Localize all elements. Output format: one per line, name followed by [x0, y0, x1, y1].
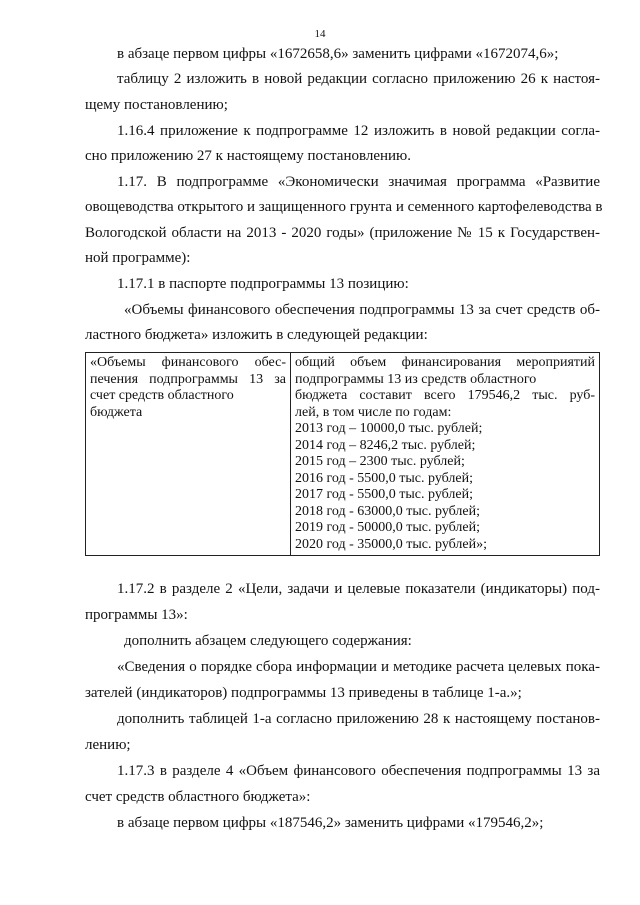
text-line: «Объемы финансового обеспечения подпрограммы 13 за счет средств об-	[124, 302, 600, 318]
table-cell-value	[291, 353, 600, 556]
cell-line: 2018 год - 63000,0 тыс. рублей;	[295, 503, 481, 519]
text-line: лению;	[85, 737, 131, 753]
text-line: программы 13»:	[85, 607, 188, 623]
text-line: Вологодской области на 2013 - 2020 годы» (приложение № 15 к Государствен-	[85, 225, 600, 241]
text-line: 1.17.2 в разделе 2 «Цели, задачи и целевые показатели (индикаторы) под-	[117, 581, 600, 597]
cell-line: 2017 год - 5500,0 тыс. рублей;	[295, 487, 474, 502]
text-line: счет средств областного бюджета»:	[85, 789, 311, 805]
cell-line: печения подпрограммы 13 за	[90, 371, 286, 387]
cell-line: лей, в том числе по годам:	[295, 404, 452, 420]
cell-line: счет средств областного	[90, 388, 234, 403]
text-line: таблицу 2 изложить в новой редакции согласно приложению 26 к настоя-	[117, 71, 600, 87]
cell-line: бюджета составит всего 179546,2 тыс. руб-	[295, 388, 595, 403]
text-line: в абзаце первом цифры «187546,2» заменить цифрами «179546,2»;	[117, 815, 544, 831]
cell-line: 2016 год - 5500,0 тыс. рублей;	[295, 470, 474, 486]
text-line: «Сведения о порядке сбора информации и методике расчета целевых пока-	[117, 659, 600, 675]
cell-line: 2014 год – 8246,2 тыс. рублей;	[295, 437, 476, 453]
text-line: зателей (индикаторов) подпрограммы 13 приведены в таблице 1-а.»;	[85, 685, 522, 701]
text-line: 1.17.3 в разделе 4 «Объем финансового обеспечения подпрограммы 13 за	[117, 763, 600, 779]
text-line: сно приложению 27 к настоящему постановлению.	[85, 148, 412, 164]
text-line: овощеводства открытого и защищенного грунта и семенного картофелеводства в	[85, 199, 603, 215]
text-line: ластного бюджета» изложить в следующей редакции:	[85, 327, 428, 343]
text-line: 1.17.1 в паспорте подпрограммы 13 позицию:	[117, 276, 409, 292]
text-line: дополнить абзацем следующего содержания:	[124, 633, 412, 649]
cell-line: общий объем финансирования мероприятий	[295, 355, 595, 370]
text-line: 1.16.4 приложение к подпрограмме 12 изложить в новой редакции согла-	[117, 123, 600, 139]
cell-line: 2013 год – 10000,0 тыс. рублей;	[295, 421, 483, 436]
cell-line: бюджета	[90, 404, 143, 420]
text-line: дополнить таблицей 1-а согласно приложению 28 к настоящему постанов-	[117, 711, 600, 727]
text-line: в абзаце первом цифры «1672658,6» заменить цифрами «1672074,6»;	[117, 46, 559, 62]
table-row	[86, 353, 600, 556]
text-line: ной программе):	[85, 250, 191, 266]
cell-line: 2015 год – 2300 тыс. рублей;	[295, 454, 465, 469]
cell-line: «Объемы финансового обес-	[90, 355, 286, 370]
financing-table	[85, 352, 600, 556]
page-number: 14	[314, 28, 326, 40]
text-line: щему постановлению;	[85, 97, 228, 113]
table-cell-label	[86, 353, 291, 556]
cell-line: 2020 год - 35000,0 тыс. рублей»;	[295, 536, 488, 552]
cell-line: 2019 год - 50000,0 тыс. рублей;	[295, 520, 481, 535]
text-line: 1.17. В подпрограмме «Экономически значимая программа «Развитие	[117, 174, 600, 190]
cell-line: подпрограммы 13 из средств областного	[295, 371, 537, 387]
